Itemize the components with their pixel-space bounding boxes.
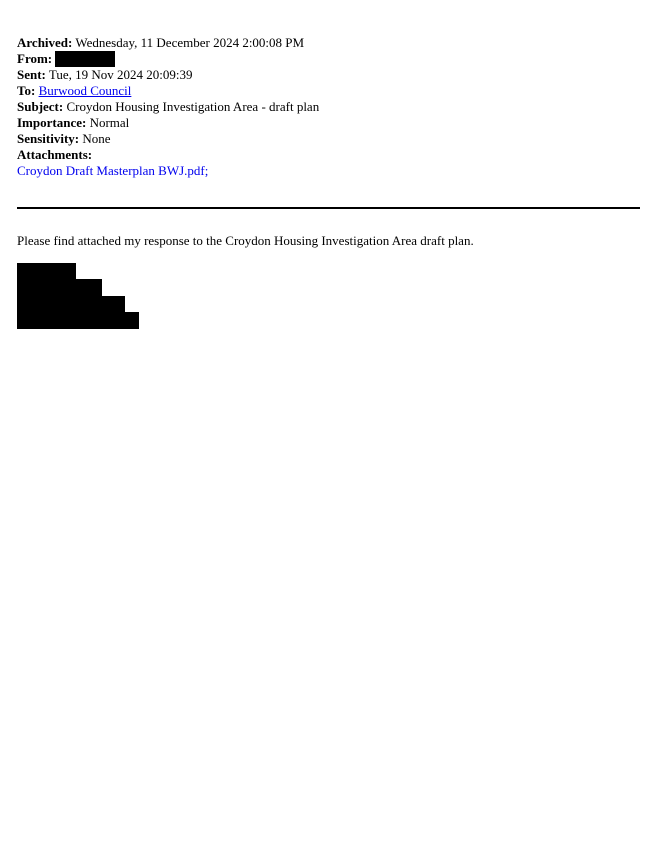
to-label: To:: [17, 83, 36, 98]
subject-label: Subject:: [17, 99, 64, 114]
attachments-row: [17, 147, 617, 163]
archived-value: Wednesday, 11 December 2024 2:00:08 PM: [75, 35, 305, 50]
signature-redaction: [17, 263, 139, 329]
importance-row: [17, 115, 617, 131]
importance-label: Importance:: [17, 115, 87, 130]
message-body: Please find attached my response to the Croydon Housing Investigation Area draft plan.: [17, 233, 474, 248]
sensitivity-row: [17, 131, 617, 147]
attachments-label: Attachments:: [17, 147, 93, 162]
archived-row: [17, 35, 617, 51]
sensitivity-value: None: [82, 131, 111, 146]
attachment-item: [17, 163, 617, 179]
from-label: From:: [17, 51, 53, 66]
subject-value: Croydon Housing Investigation Area - draft plan: [66, 99, 320, 114]
redaction-block-4: [17, 312, 139, 329]
email-header: [17, 35, 617, 179]
sensitivity-label: Sensitivity:: [17, 131, 80, 146]
from-redaction: [55, 51, 115, 67]
header-divider: [17, 207, 640, 209]
to-row: [17, 83, 617, 99]
sent-value: Tue, 19 Nov 2024 20:09:39: [48, 67, 193, 82]
from-row: [17, 51, 617, 67]
archived-label: Archived:: [17, 35, 73, 50]
importance-value: Normal: [89, 115, 130, 130]
sent-row: [17, 67, 617, 83]
sent-label: Sent:: [17, 67, 46, 82]
attachment-link[interactable]: Croydon Draft Masterplan BWJ.pdf;: [17, 163, 209, 178]
to-recipient-link[interactable]: Burwood Council: [38, 83, 132, 98]
subject-row: [17, 99, 617, 115]
